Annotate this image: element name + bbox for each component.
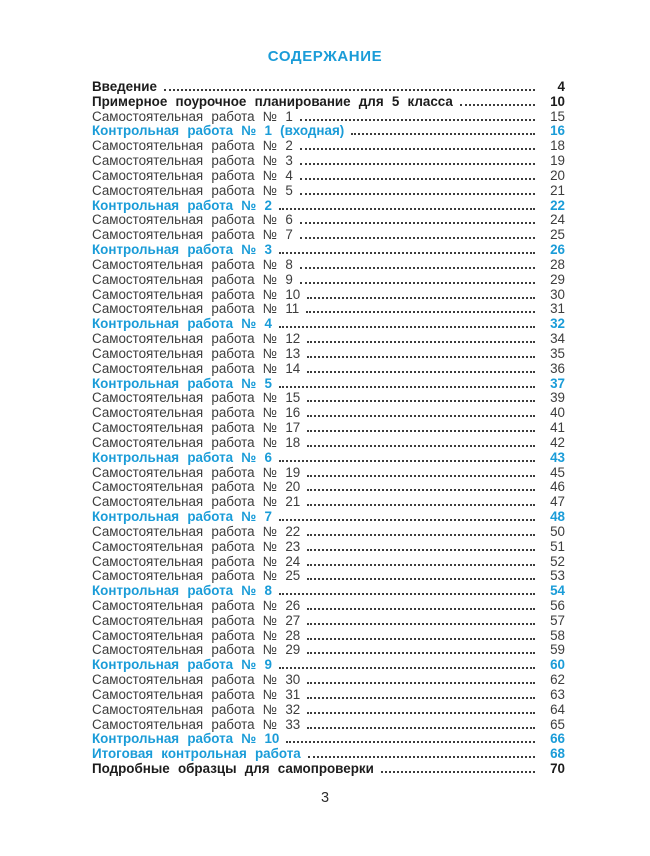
dot-leader bbox=[306, 311, 535, 313]
toc-entry-label: Самостоятельная работа № 26 bbox=[92, 597, 301, 613]
toc-entry-page: 34 bbox=[550, 331, 565, 347]
toc-entry-page: 58 bbox=[550, 627, 565, 643]
toc-entry-label: Самостоятельная работа № 2 bbox=[92, 138, 293, 154]
dot-leader bbox=[300, 282, 535, 284]
toc-entry-label: Самостоятельная работа № 11 bbox=[92, 301, 300, 317]
toc-entry-page: 63 bbox=[550, 686, 565, 702]
toc-entry-page: 54 bbox=[550, 583, 565, 599]
toc-entry-label: Самостоятельная работа № 23 bbox=[92, 538, 301, 554]
toc-entry-page: 32 bbox=[550, 316, 565, 332]
toc-entry bbox=[92, 599, 565, 614]
toc-list bbox=[92, 80, 565, 777]
toc-entry bbox=[92, 555, 565, 570]
toc-entry-page: 64 bbox=[550, 701, 565, 717]
toc-entry-label: Самостоятельная работа № 22 bbox=[92, 523, 301, 539]
page-title: СОДЕРЖАНИЕ bbox=[267, 48, 383, 65]
toc-entry-label: Самостоятельная работа № 5 bbox=[92, 182, 293, 198]
dot-leader bbox=[300, 178, 535, 180]
toc-entry-label: Контрольная работа № 8 bbox=[92, 583, 272, 599]
toc-entry bbox=[92, 391, 565, 406]
toc-entry bbox=[92, 139, 565, 154]
dot-leader bbox=[307, 445, 535, 447]
toc-entry-label: Контрольная работа № 7 bbox=[92, 509, 272, 525]
toc-entry-label: Самостоятельная работа № 8 bbox=[92, 256, 293, 272]
toc-entry-page: 29 bbox=[550, 271, 565, 287]
toc-entry-page: 35 bbox=[550, 345, 565, 361]
dot-leader bbox=[300, 237, 535, 239]
toc-entry-label: Самостоятельная работа № 28 bbox=[92, 627, 301, 643]
toc-entry-page: 53 bbox=[550, 568, 565, 584]
toc-entry bbox=[92, 110, 565, 125]
toc-entry-label: Контрольная работа № 2 bbox=[92, 197, 272, 213]
toc-entry-label: Контрольная работа № 9 bbox=[92, 657, 272, 673]
dot-leader bbox=[279, 519, 535, 521]
toc-entry bbox=[92, 614, 565, 629]
toc-entry bbox=[92, 762, 565, 777]
toc-entry-label: Самостоятельная работа № 29 bbox=[92, 642, 301, 658]
toc-entry-page: 4 bbox=[557, 79, 565, 94]
toc-entry-page: 59 bbox=[550, 642, 565, 658]
dot-leader bbox=[300, 222, 535, 224]
dot-leader bbox=[307, 578, 535, 580]
dot-leader bbox=[307, 489, 535, 491]
toc-entry-label: Контрольная работа № 3 bbox=[92, 242, 272, 258]
toc-entry-label: Самостоятельная работа № 19 bbox=[92, 464, 301, 480]
toc-entry bbox=[92, 673, 565, 688]
toc-entry-label: Самостоятельная работа № 30 bbox=[92, 672, 301, 688]
toc-entry-page: 28 bbox=[550, 256, 565, 272]
dot-leader bbox=[307, 652, 535, 654]
toc-entry bbox=[92, 213, 565, 228]
toc-entry-label: Самостоятельная работа № 12 bbox=[92, 331, 301, 347]
dot-leader bbox=[307, 608, 535, 610]
toc-entry-page: 16 bbox=[550, 123, 565, 139]
toc-entry-label: Самостоятельная работа № 16 bbox=[92, 405, 301, 421]
toc-entry bbox=[92, 569, 565, 584]
toc-entry bbox=[92, 80, 565, 95]
toc-entry-label: Контрольная работа № 1 (входная) bbox=[92, 123, 345, 139]
toc-entry bbox=[92, 228, 565, 243]
toc-entry-label: Самостоятельная работа № 24 bbox=[92, 553, 301, 569]
toc-entry bbox=[92, 377, 565, 392]
toc-entry-label: Контрольная работа № 5 bbox=[92, 375, 272, 391]
dot-leader bbox=[307, 623, 535, 625]
toc-entry-page: 31 bbox=[550, 301, 565, 317]
toc-entry-label: Самостоятельная работа № 13 bbox=[92, 345, 301, 361]
dot-leader bbox=[300, 148, 535, 150]
dot-leader bbox=[300, 163, 535, 165]
toc-entry-label: Самостоятельная работа № 27 bbox=[92, 612, 301, 628]
toc-entry-page: 50 bbox=[550, 523, 565, 539]
toc-entry-page: 43 bbox=[550, 449, 565, 465]
toc-entry bbox=[92, 199, 565, 214]
toc-entry-page: 62 bbox=[550, 672, 565, 688]
toc-entry-label: Подробные образцы для самопроверки bbox=[92, 761, 374, 777]
toc-entry bbox=[92, 688, 565, 703]
dot-leader bbox=[381, 771, 535, 773]
dot-leader bbox=[300, 119, 535, 121]
toc-entry-label: Самостоятельная работа № 25 bbox=[92, 568, 301, 584]
dot-leader bbox=[307, 549, 535, 551]
toc-entry-label: Самостоятельная работа № 1 bbox=[92, 108, 293, 124]
toc-entry-page: 10 bbox=[550, 93, 565, 109]
toc-entry-page: 51 bbox=[550, 538, 565, 554]
dot-leader bbox=[286, 741, 535, 743]
dot-leader bbox=[308, 756, 535, 758]
toc-entry-label: Самостоятельная работа № 3 bbox=[92, 153, 293, 169]
toc-entry-label: Самостоятельная работа № 17 bbox=[92, 420, 301, 436]
toc-entry-page: 66 bbox=[550, 731, 565, 747]
dot-leader bbox=[307, 712, 535, 714]
toc-entry bbox=[92, 658, 565, 673]
dot-leader bbox=[300, 267, 535, 269]
toc-entry-page: 45 bbox=[550, 464, 565, 480]
dot-leader bbox=[279, 667, 535, 669]
toc-entry bbox=[92, 495, 565, 510]
toc-entry-label: Контрольная работа № 10 bbox=[92, 731, 280, 747]
toc-entry-page: 21 bbox=[550, 182, 565, 198]
toc-entry bbox=[92, 584, 565, 599]
toc-entry bbox=[92, 421, 565, 436]
toc-entry bbox=[92, 154, 565, 169]
toc-entry-label: Введение bbox=[92, 79, 157, 94]
toc-entry bbox=[92, 747, 565, 762]
toc-entry-page: 22 bbox=[550, 197, 565, 213]
dot-leader bbox=[300, 193, 535, 195]
toc-entry-label: Примерное поурочное планирование для 5 класса bbox=[92, 93, 453, 109]
toc-entry-page: 46 bbox=[550, 479, 565, 495]
toc-entry-page: 68 bbox=[550, 746, 565, 762]
toc-entry-page: 15 bbox=[550, 108, 565, 124]
toc-entry bbox=[92, 436, 565, 451]
toc-entry-label: Самостоятельная работа № 7 bbox=[92, 227, 293, 243]
toc-entry-page: 41 bbox=[550, 420, 565, 436]
toc-entry-label: Самостоятельная работа № 21 bbox=[92, 494, 301, 510]
toc-entry bbox=[92, 629, 565, 644]
toc-entry-page: 56 bbox=[550, 597, 565, 613]
toc-entry-page: 70 bbox=[550, 761, 565, 777]
dot-leader bbox=[279, 208, 535, 210]
toc-entry-label: Самостоятельная работа № 14 bbox=[92, 360, 301, 376]
toc-entry-page: 52 bbox=[550, 553, 565, 569]
toc-entry-page: 18 bbox=[550, 138, 565, 154]
dot-leader bbox=[279, 593, 535, 595]
dot-leader bbox=[460, 104, 535, 106]
toc-entry-label: Самостоятельная работа № 10 bbox=[92, 286, 301, 302]
toc-entry-page: 36 bbox=[550, 360, 565, 376]
toc-entry-page: 24 bbox=[550, 212, 565, 228]
toc-entry-label: Контрольная работа № 6 bbox=[92, 449, 272, 465]
toc-entry-label: Самостоятельная работа № 32 bbox=[92, 701, 301, 717]
dot-leader bbox=[307, 400, 535, 402]
toc-entry-page: 40 bbox=[550, 405, 565, 421]
toc-entry-label: Самостоятельная работа № 4 bbox=[92, 167, 293, 183]
toc-entry-label: Самостоятельная работа № 18 bbox=[92, 434, 301, 450]
toc-entry bbox=[92, 95, 565, 110]
toc-entry-label: Итоговая контрольная работа bbox=[92, 746, 301, 762]
dot-leader bbox=[307, 504, 535, 506]
toc-entry-label: Самостоятельная работа № 33 bbox=[92, 716, 301, 732]
dot-leader bbox=[279, 252, 535, 254]
toc-entry bbox=[92, 732, 565, 747]
toc-entry bbox=[92, 540, 565, 555]
toc-entry bbox=[92, 288, 565, 303]
toc-entry-page: 20 bbox=[550, 167, 565, 183]
toc-entry-page: 42 bbox=[550, 434, 565, 450]
dot-leader bbox=[307, 371, 535, 373]
toc-entry-label: Самостоятельная работа № 31 bbox=[92, 686, 301, 702]
toc-entry bbox=[92, 510, 565, 525]
toc-entry bbox=[92, 317, 565, 332]
toc-entry bbox=[92, 525, 565, 540]
toc-entry bbox=[92, 703, 565, 718]
dot-leader bbox=[351, 133, 535, 135]
toc-entry bbox=[92, 169, 565, 184]
toc-entry bbox=[92, 451, 565, 466]
toc-entry bbox=[92, 273, 565, 288]
dot-leader bbox=[164, 89, 535, 91]
dot-leader bbox=[307, 475, 535, 477]
toc-entry-page: 47 bbox=[550, 494, 565, 510]
toc-entry-label: Самостоятельная работа № 9 bbox=[92, 271, 293, 287]
dot-leader bbox=[307, 534, 535, 536]
dot-leader bbox=[307, 415, 535, 417]
toc-entry bbox=[92, 124, 565, 139]
toc-entry-label: Самостоятельная работа № 6 bbox=[92, 212, 293, 228]
toc-entry bbox=[92, 302, 565, 317]
footer-page-number: 3 bbox=[320, 790, 330, 806]
dot-leader bbox=[307, 430, 535, 432]
dot-leader bbox=[307, 638, 535, 640]
toc-entry bbox=[92, 258, 565, 273]
toc-entry bbox=[92, 406, 565, 421]
toc-entry bbox=[92, 480, 565, 495]
toc-entry-label: Контрольная работа № 4 bbox=[92, 316, 272, 332]
toc-entry bbox=[92, 643, 565, 658]
dot-leader bbox=[307, 356, 535, 358]
dot-leader bbox=[307, 727, 535, 729]
toc-entry-page: 57 bbox=[550, 612, 565, 628]
toc-entry-page: 60 bbox=[550, 657, 565, 673]
dot-leader bbox=[307, 564, 535, 566]
dot-leader bbox=[307, 697, 535, 699]
toc-entry bbox=[92, 466, 565, 481]
toc-entry-label: Самостоятельная работа № 20 bbox=[92, 479, 301, 495]
dot-leader bbox=[307, 341, 535, 343]
toc-entry bbox=[92, 718, 565, 733]
dot-leader bbox=[307, 297, 535, 299]
dot-leader bbox=[307, 682, 535, 684]
toc-entry bbox=[92, 243, 565, 258]
toc-entry-page: 25 bbox=[550, 227, 565, 243]
toc-entry-page: 30 bbox=[550, 286, 565, 302]
dot-leader bbox=[279, 386, 535, 388]
dot-leader bbox=[279, 460, 535, 462]
toc-entry bbox=[92, 362, 565, 377]
toc-entry bbox=[92, 332, 565, 347]
toc-entry-page: 48 bbox=[550, 509, 565, 525]
dot-leader bbox=[279, 326, 535, 328]
toc-entry-page: 19 bbox=[550, 153, 565, 169]
toc-entry-page: 37 bbox=[550, 375, 565, 391]
toc-entry bbox=[92, 347, 565, 362]
toc-entry bbox=[92, 184, 565, 199]
toc-entry-label: Самостоятельная работа № 15 bbox=[92, 390, 301, 406]
toc-entry-page: 26 bbox=[550, 242, 565, 258]
toc-entry-page: 65 bbox=[550, 716, 565, 732]
toc-entry-page: 39 bbox=[550, 390, 565, 406]
